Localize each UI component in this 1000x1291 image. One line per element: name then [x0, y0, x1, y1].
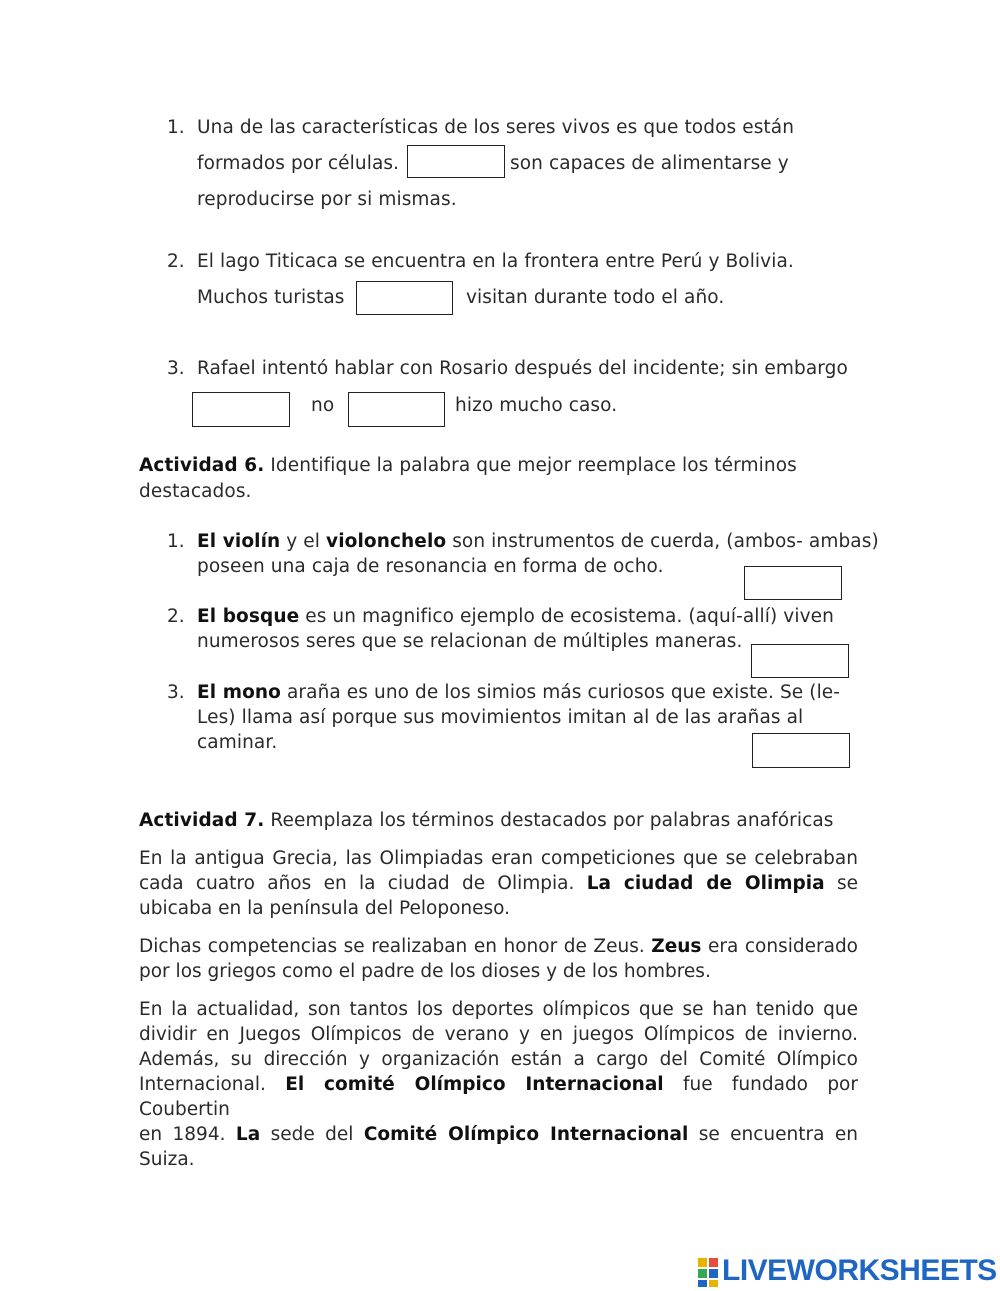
text: Internacional.	[139, 1074, 266, 1095]
text: y el	[286, 531, 321, 552]
highlight-term: El violín	[197, 531, 281, 552]
text: araña es uno de los simios más curiosos que existe. Se (le-	[286, 682, 841, 703]
paragraph-3	[139, 997, 858, 1172]
text: cada cuatro años en la ciudad de Olimpia.	[139, 873, 575, 894]
highlight-term: Comité Olímpico Internacional	[363, 1124, 689, 1145]
activity7-title: Actividad 7.	[139, 810, 265, 831]
a6-item2-line2: numerosos seres que se relacionan de múltiples maneras.	[197, 631, 743, 652]
item2-line2a: Muchos turistas	[197, 287, 345, 308]
liveworksheets-brand: LIVEWORKSHEETS	[722, 1254, 997, 1287]
answer-box-1[interactable]	[407, 145, 505, 178]
answer-box-4[interactable]	[348, 392, 445, 427]
activity6-title: Actividad 6.	[139, 455, 265, 476]
text: son instrumentos de cuerda, (ambos- ambas)	[452, 531, 879, 552]
activity6-instruction: Identifique la palabra que mejor reemplace los términos	[270, 455, 797, 476]
item2-line1: El lago Titicaca se encuentra en la frontera entre Perú y Bolivia.	[197, 251, 794, 272]
highlight-term: El bosque	[197, 606, 300, 627]
paragraph-line	[139, 1072, 858, 1122]
a6-item2-line1	[197, 605, 834, 629]
highlight-term: violonchelo	[326, 531, 447, 552]
paragraph-line: por los griegos como el padre de los dioses y de los hombres.	[139, 961, 711, 982]
item2-line2b: visitan durante todo el año.	[466, 287, 725, 308]
paragraph-line: En la antigua Grecia, las Olimpiadas eran competiciones que se celebraban	[139, 848, 858, 869]
answer-box-6[interactable]	[751, 644, 849, 678]
activity6-heading	[139, 454, 797, 478]
item-number: 3.	[167, 358, 185, 379]
text: sede del	[270, 1124, 354, 1145]
paragraph-2	[139, 934, 858, 984]
text: se	[836, 873, 858, 894]
text: era considerado	[708, 936, 859, 957]
item1-line2a: formados por células.	[197, 153, 400, 174]
highlight-term: La	[235, 1124, 261, 1145]
item-number: 2.	[167, 251, 185, 272]
item1-line1: Una de las características de los seres vivos es que todos están	[197, 117, 795, 138]
answer-box-5[interactable]	[744, 566, 842, 600]
answer-box-3[interactable]	[192, 392, 290, 427]
paragraph-line: ubicaba en la península del Peloponeso.	[139, 898, 511, 919]
item-number: 1.	[167, 117, 185, 138]
item1-line2b: son capaces de alimentarse y	[510, 153, 789, 174]
paragraph-line: dividir en Juegos Olímpicos de verano y en juegos Olímpicos de invierno.	[139, 1024, 858, 1045]
text: en 1894.	[139, 1124, 226, 1145]
highlight-term: La ciudad de Olimpia	[586, 873, 825, 894]
item-number: 1.	[167, 531, 185, 552]
text: fue fundado por Coubertin	[139, 1074, 858, 1120]
text: se encuentra en Suiza.	[139, 1124, 858, 1170]
paragraph-1	[139, 846, 858, 921]
paragraph-line	[139, 1122, 858, 1172]
a6-item3-line2: Les) llama así porque sus movimientos imitan al de las arañas al	[197, 707, 804, 728]
paragraph-line	[139, 934, 858, 959]
paragraph-line	[139, 871, 858, 896]
answer-box-7[interactable]	[752, 733, 850, 768]
item3-line1: Rafael intentó hablar con Rosario después del incidente; sin embargo	[197, 358, 848, 379]
item1-line3: reproducirse por si mismas.	[197, 189, 457, 210]
a6-item3-line1	[197, 681, 840, 705]
a6-item1-line1	[197, 530, 879, 554]
highlight-term: El mono	[197, 682, 281, 703]
text: es un magnifico ejemplo de ecosistema. (aquí-allí) viven	[305, 606, 834, 627]
answer-box-2[interactable]	[356, 281, 453, 315]
paragraph-line: Además, su dirección y organización están a cargo del Comité Olímpico	[139, 1049, 858, 1070]
activity7-instruction: Reemplaza los términos destacados por palabras anafóricas	[270, 810, 834, 831]
item-number: 3.	[167, 682, 185, 703]
liveworksheets-logo-icon	[697, 1253, 721, 1289]
item3-line2a: no	[311, 395, 335, 416]
highlight-term: Zeus	[651, 936, 702, 957]
a6-item1-line2: poseen una caja de resonancia en forma de ocho.	[197, 556, 664, 577]
item-number: 2.	[167, 606, 185, 627]
a6-item3-line3: caminar.	[197, 732, 278, 753]
text: Dichas competencias se realizaban en honor de Zeus.	[139, 936, 645, 957]
activity6-instruction-2: destacados.	[139, 481, 252, 502]
paragraph-line: En la actualidad, son tantos los deportes olímpicos que se han tenido que	[139, 999, 858, 1020]
activity7-heading	[139, 809, 834, 833]
highlight-term: El comité Olímpico Internacional	[285, 1074, 664, 1095]
item3-line2b: hizo mucho caso.	[455, 395, 618, 416]
